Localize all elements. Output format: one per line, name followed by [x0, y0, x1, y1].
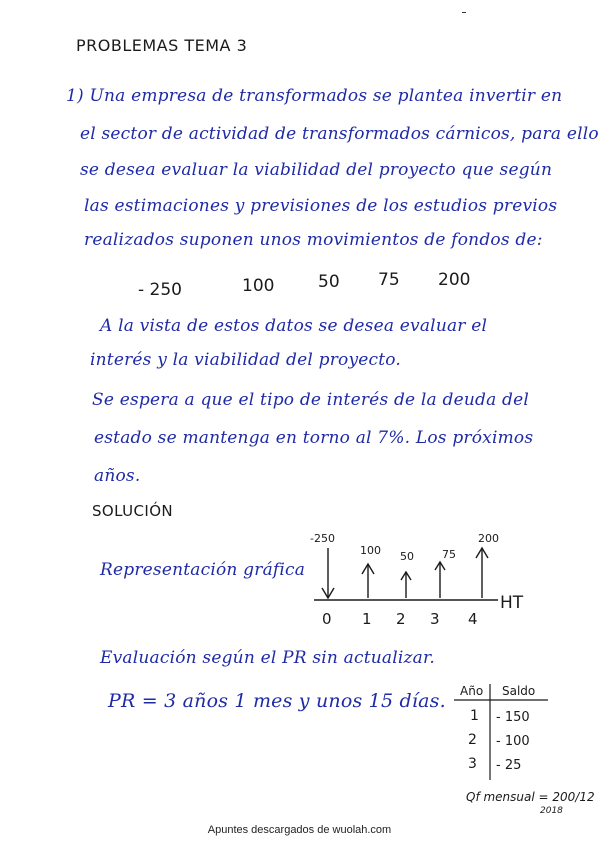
text-line-4: estado se mantenga en torno al 7%. Los próximos [94, 428, 534, 448]
cash-flow-0: - 250 [138, 280, 182, 300]
axis-tick-3: 3 [430, 610, 440, 628]
cash-flow-3: 75 [378, 270, 400, 290]
table-year-3: 3 [468, 756, 477, 772]
text-line-5: años. [94, 466, 141, 486]
text-line-1: A la vista de estos datos se desea evaluar el [100, 316, 488, 336]
graph-value-3: 75 [442, 548, 456, 561]
axis-label: HT [500, 593, 524, 613]
problem-line-5: realizados suponen unos movimientos de fondos de: [84, 230, 543, 250]
text-line-3: Se espera a que el tipo de interés de la deuda del [92, 390, 529, 410]
axis-tick-0: 0 [322, 610, 332, 628]
cash-flow-4: 200 [438, 270, 471, 290]
graph-label: Representación gráfica [100, 560, 306, 580]
table-year-2: 2 [468, 732, 477, 748]
problem-line-2: el sector de actividad de transformados cárnicos, para ello [80, 124, 599, 144]
table-header-balance: Saldo [502, 684, 536, 698]
table-balance-3: - 25 [496, 758, 522, 773]
page-title: PROBLEMAS TEMA 3 [76, 36, 248, 55]
table-balance-1: - 150 [496, 710, 530, 725]
axis-tick-1: 1 [362, 610, 372, 628]
graph-value-0: -250 [310, 532, 335, 545]
cash-flow-1: 100 [242, 276, 275, 296]
axis-tick-2: 2 [396, 610, 406, 628]
monthly-cashflow-note: Qf mensual = 200/12 [466, 790, 595, 804]
pr-result: PR = 3 años 1 mes y unos 15 días. [108, 690, 446, 712]
graph-value-2: 50 [400, 550, 414, 563]
table-header-year: Año [460, 684, 484, 698]
problem-line-1: 1) Una empresa de transformados se plantea invertir en [66, 86, 563, 106]
table-year-1: 1 [470, 708, 479, 724]
table-balance-2: - 100 [496, 734, 530, 749]
graph-value-4: 200 [478, 532, 499, 545]
monthly-cashflow-note-2: 2018 [540, 806, 563, 816]
page-footer: Apuntes descargados de wuolah.com [207, 824, 392, 836]
evaluation-heading: Evaluación según el PR sin actualizar. [100, 648, 436, 668]
text-line-2: interés y la viabilidad del proyecto. [90, 350, 402, 370]
graph-value-1: 100 [360, 544, 381, 557]
solution-heading: SOLUCIÓN [92, 502, 174, 520]
problem-line-3: se desea evaluar la viabilidad del proyecto que según [80, 160, 553, 180]
cash-flow-2: 50 [318, 272, 340, 292]
axis-tick-4: 4 [468, 610, 478, 628]
problem-line-4: las estimaciones y previsiones de los estudios previos [84, 196, 558, 216]
